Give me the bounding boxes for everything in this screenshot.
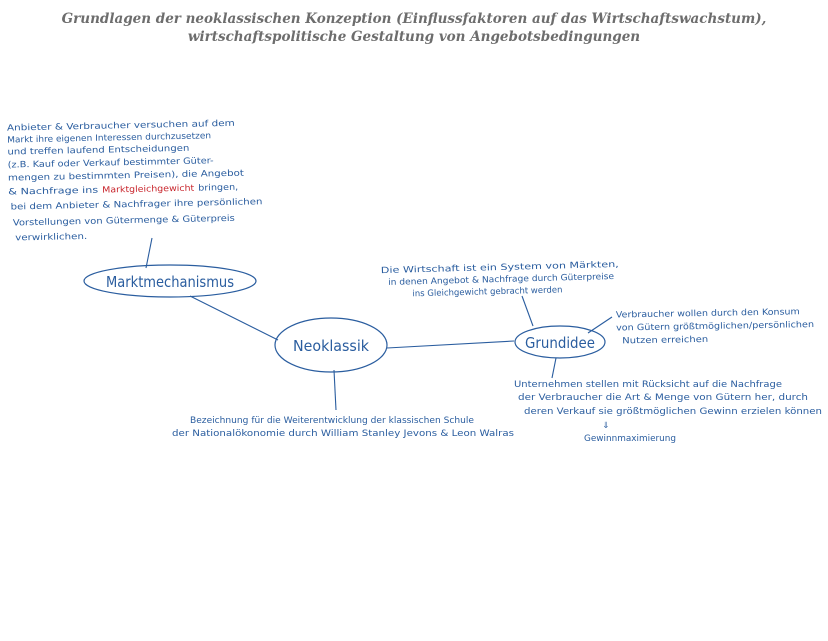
connector-center-to-definition	[334, 370, 336, 410]
note-line: & Nachfrage ins	[8, 186, 78, 198]
connector-note-to-marktmechanismus	[146, 238, 152, 268]
note-line: Gewinnmaximierung	[584, 434, 676, 444]
note-grundidee-right	[616, 307, 815, 346]
connector-marktmechanismus-to-center	[190, 296, 278, 340]
note-line: Vorstellungen von Gütermenge & Güterpreis	[12, 214, 205, 229]
note-line: Unternehmen stellen mit Rücksicht auf die Nachfrage	[514, 380, 782, 390]
note-line: Anbieter & Verbraucher versuchen auf dem	[6, 119, 195, 134]
highlight-marktgleichgewicht: Marktgleichgewicht	[102, 183, 187, 196]
note-line: Nutzen erreichen	[622, 335, 697, 347]
note-center-definition	[172, 416, 515, 439]
note-line: von Gütern größtmöglichen/persönlichen	[615, 320, 793, 334]
note-line: verwirklichen.	[15, 232, 76, 244]
connector-grundidee-to-bottom-note	[552, 358, 556, 378]
note-line: Die Wirtschaft ist ein System von Märkten,	[380, 261, 565, 277]
note-grundidee-top	[381, 260, 620, 300]
note-line: in denen Angebot & Nachfrage durch Güterpreise	[388, 272, 602, 288]
note-line: Markt ihre eigenen Interessen durchzusetzen	[7, 131, 202, 146]
page-title-line-2: wirtschaftspolitische Gestaltung von Angebotsbedingungen	[187, 29, 641, 45]
note-line: deren Verkauf sie größtmöglichen Gewinn erzielen können	[524, 407, 822, 417]
note-line: mengen zu bestimmten Preisen), die Angebot	[7, 169, 206, 184]
connector-center-to-grundidee	[387, 341, 514, 348]
page-title-line-1: Grundlagen der neoklassischen Konzeption (Einflussfaktoren auf das Wirtschaftswachstum),	[61, 11, 767, 27]
note-line: (z.B. Kauf oder Verkauf bestimmter Güter-	[7, 156, 189, 171]
note-line: ins Gleichgewicht gebracht werden	[412, 285, 565, 300]
node-marktmechanismus-label: Marktmechanismus	[106, 273, 235, 291]
note-line: und treffen laufend Entscheidungen	[7, 144, 163, 158]
note-line: bei dem Anbieter & Nachfrager ihre persönlichen	[10, 198, 223, 213]
note-line: Bezeichnung für die Weiterentwicklung der klassischen Schule	[190, 416, 474, 426]
note-line: bringen,	[198, 182, 235, 194]
note-line: der Nationalökonomie durch William Stanley Jevons & Leon Walras	[172, 429, 515, 439]
note-marktmechanismus	[7, 118, 263, 243]
node-grundidee-label: Grundidee	[525, 334, 595, 352]
note-line: der Verbraucher die Art & Menge von Gütern her, durch	[518, 393, 808, 403]
note-line: Verbraucher wollen durch den Konsum	[615, 307, 783, 321]
connector-grundidee-to-top-note	[522, 296, 533, 326]
note-grundidee-bottom	[514, 380, 822, 444]
arrow-down-icon: ⇓	[602, 421, 610, 431]
node-center-label: Neoklassik	[293, 337, 370, 355]
